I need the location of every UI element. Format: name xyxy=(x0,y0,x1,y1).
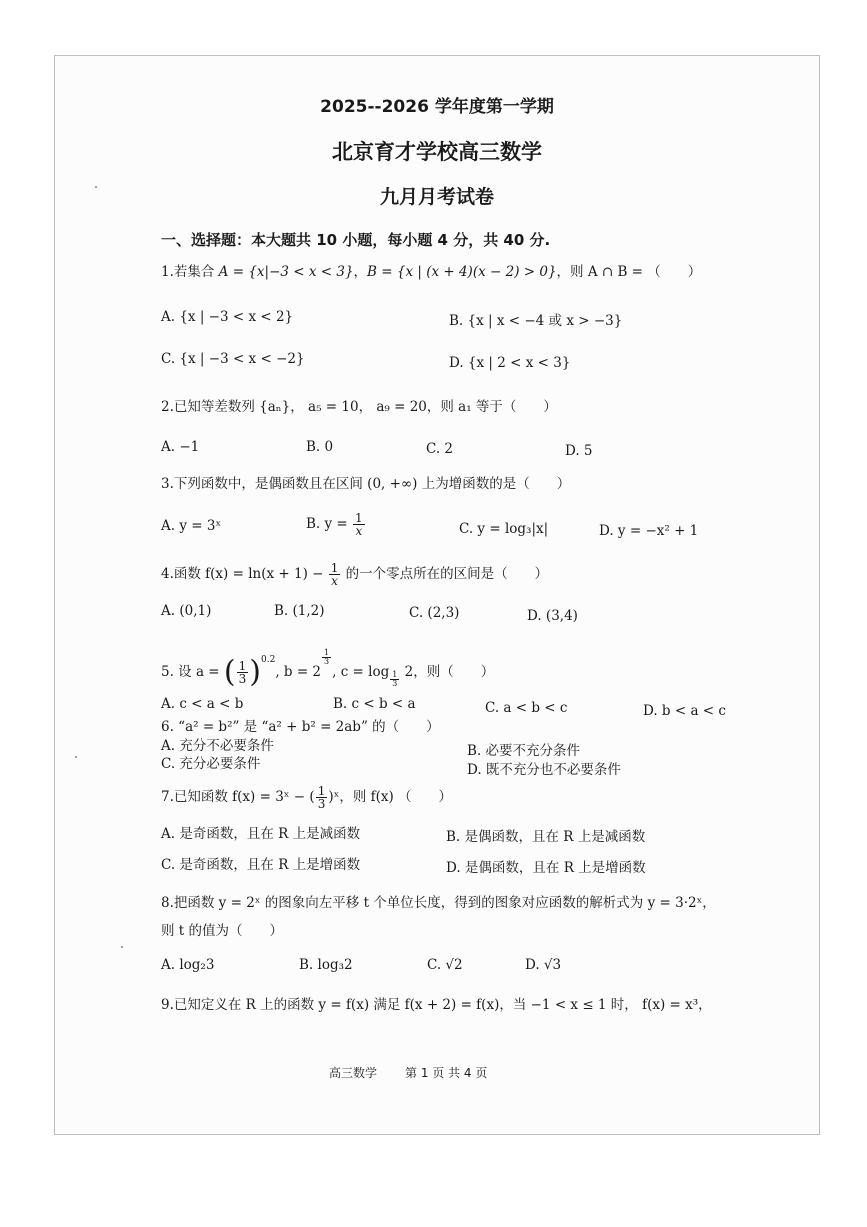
exam-page xyxy=(54,55,820,1135)
q5-b-exp-den: 3 xyxy=(324,657,330,666)
q1-stem-pre: 1.若集合 xyxy=(161,264,219,280)
question-8-stem-1: 8.把函数 y = 2ˣ 的图象向左平移 t 个单位长度，得到的图象对应函数的解析式为 y = 3·2ˣ， xyxy=(161,895,716,911)
scan-speck xyxy=(75,756,77,758)
exam-title: 九月月考试卷 xyxy=(379,186,494,208)
q4-stem-post: 的一个零点所在的区间是（ ） xyxy=(341,566,549,582)
q7-stem-post: )ˣ，则 f(x) （ ） xyxy=(328,789,453,805)
q5-c-base-num: 1 xyxy=(392,670,398,679)
question-3-stem: 3.下列函数中，是偶函数且在区间 (0, +∞) 上为增函数的是（ ） xyxy=(161,476,571,492)
section-heading: 一、选择题：本大题共 10 小题，每小题 4 分，共 40 分. xyxy=(161,231,551,249)
q5-b-exp xyxy=(322,649,331,666)
q1-set-b: B = {x | (x + 4)(x − 2) > 0} xyxy=(367,264,557,280)
q5-c-post: 2，则（ ） xyxy=(400,664,495,680)
question-9-stem: 9.已知定义在 R 上的函数 y = f(x) 满足 f(x + 2) = f(x)，当 −1 < x ≤ 1 时， f(x) = x³， xyxy=(161,997,712,1013)
q5-c-base-den: 3 xyxy=(392,679,398,688)
q8-option-c: C. √2 xyxy=(427,957,463,973)
q2-option-d: D. 5 xyxy=(565,443,593,459)
q5-option-b: B. c < b < a xyxy=(333,696,416,712)
q6-option-d: D. 既不充分也不必要条件 xyxy=(467,762,621,778)
question-8-stem-2: 则 t 的值为（ ） xyxy=(161,923,284,939)
q3-option-d: D. y = −x² + 1 xyxy=(599,523,699,539)
q7-option-a: A. 是奇函数，且在 R 上是减函数 xyxy=(161,826,361,842)
q8-option-b: B. log₃2 xyxy=(299,957,353,973)
q4-option-b: B. (1,2) xyxy=(274,603,325,619)
q3-option-b xyxy=(306,512,366,537)
q2-option-a: A. −1 xyxy=(161,439,200,455)
q1-option-a: A. {x | −3 < x < 2} xyxy=(161,309,294,325)
q3-option-c: C. y = log₃|x| xyxy=(459,521,549,537)
question-7-stem xyxy=(161,784,452,810)
q5-option-d: D. b < a < c xyxy=(643,703,726,719)
q1-set-a: A = {x|−3 < x < 3} xyxy=(218,264,354,280)
q5-c-base xyxy=(390,671,399,688)
question-1-stem xyxy=(161,263,701,281)
q7-frac-num: 1 xyxy=(317,784,326,798)
q5-stem-pre: 5. 设 a = xyxy=(161,664,224,680)
footer-subject: 高三数学 xyxy=(329,1066,378,1080)
q4-stem-pre: 4.函数 f(x) = ln(x + 1) − xyxy=(161,566,328,582)
q2-option-b: B. 0 xyxy=(306,439,334,455)
q7-fraction xyxy=(316,785,328,810)
scan-speck xyxy=(95,186,97,188)
q5-b-exp-num: 1 xyxy=(324,648,330,657)
q8-option-d: D. √3 xyxy=(525,957,562,973)
q6-option-b: B. 必要不充分条件 xyxy=(467,743,581,759)
q1-option-d: D. {x | 2 < x < 3} xyxy=(449,355,571,371)
q8-option-a: A. log₂3 xyxy=(161,957,215,973)
q3-b-num: 1 xyxy=(355,511,363,525)
q7-stem-pre: 7.已知函数 f(x) = 3ˣ − ( xyxy=(161,789,315,805)
q6-option-a: A. 充分不必要条件 xyxy=(161,738,274,754)
q3-b-den: x xyxy=(355,524,363,538)
q5-option-a: A. c < a < b xyxy=(161,696,244,712)
q3-b-fraction xyxy=(353,512,365,537)
q4-option-a: A. (0,1) xyxy=(161,603,212,619)
q4-fraction xyxy=(329,562,341,587)
q7-option-d: D. 是偶函数，且在 R 上是增函数 xyxy=(446,860,646,876)
q3-option-a: A. y = 3ˣ xyxy=(161,518,222,534)
q1-stem-post: ，则 A ∩ B = （ ） xyxy=(556,264,702,280)
q5-b-pre: , b = 2 xyxy=(275,664,322,680)
question-4-stem xyxy=(161,562,548,587)
q5-a-den: 3 xyxy=(238,672,247,686)
q4-frac-num: 1 xyxy=(330,561,339,575)
question-5-stem: 5. 设 a = ( $\frac{1}{3}$ )$^{0.2}$, b = 2 $\frac{1}{3}$ , c = log $\frac{1}{3}$ 2，则（ ） xyxy=(161,648,495,690)
q2-option-c: C. 2 xyxy=(426,441,454,457)
q5-c-pre: , c = log xyxy=(332,664,390,680)
q1-option-b: B. {x | x < −4 或 x > −3} xyxy=(449,313,623,329)
q7-option-b: B. 是偶函数，且在 R 上是减函数 xyxy=(446,829,646,845)
footer-page-info: 第 1 页 共 4 页 xyxy=(405,1066,488,1080)
school-title: 北京育才学校高三数学 xyxy=(332,140,542,164)
q7-frac-den: 3 xyxy=(317,797,326,811)
scan-speck xyxy=(121,946,123,948)
question-2-stem: 2.已知等差数列 {aₙ}， a₅ = 10， a₉ = 20，则 a₁ 等于（ ） xyxy=(161,399,557,415)
q4-option-d: D. (3,4) xyxy=(527,608,578,624)
q5-a-num: 1 xyxy=(238,659,247,673)
q3-option-b-pre: B. y = xyxy=(306,516,353,532)
q4-option-c: C. (2,3) xyxy=(409,605,460,621)
q4-frac-den: x xyxy=(331,574,338,588)
q5-option-c: C. a < b < c xyxy=(485,700,568,716)
q5-a-fraction xyxy=(237,660,249,685)
term-heading: 2025--2026 学年度第一学期 xyxy=(320,97,554,117)
q1-sep: ， xyxy=(353,264,368,280)
q5-a-exp: 0.2 xyxy=(260,655,276,665)
q7-option-c: C. 是奇函数，且在 R 上是增函数 xyxy=(161,857,361,873)
q6-option-c: C. 充分必要条件 xyxy=(161,756,261,772)
q1-option-c: C. {x | −3 < x < −2} xyxy=(161,351,305,367)
question-6-stem: 6. “a² = b²” 是 “a² + b² = 2ab” 的（ ） xyxy=(161,719,440,735)
